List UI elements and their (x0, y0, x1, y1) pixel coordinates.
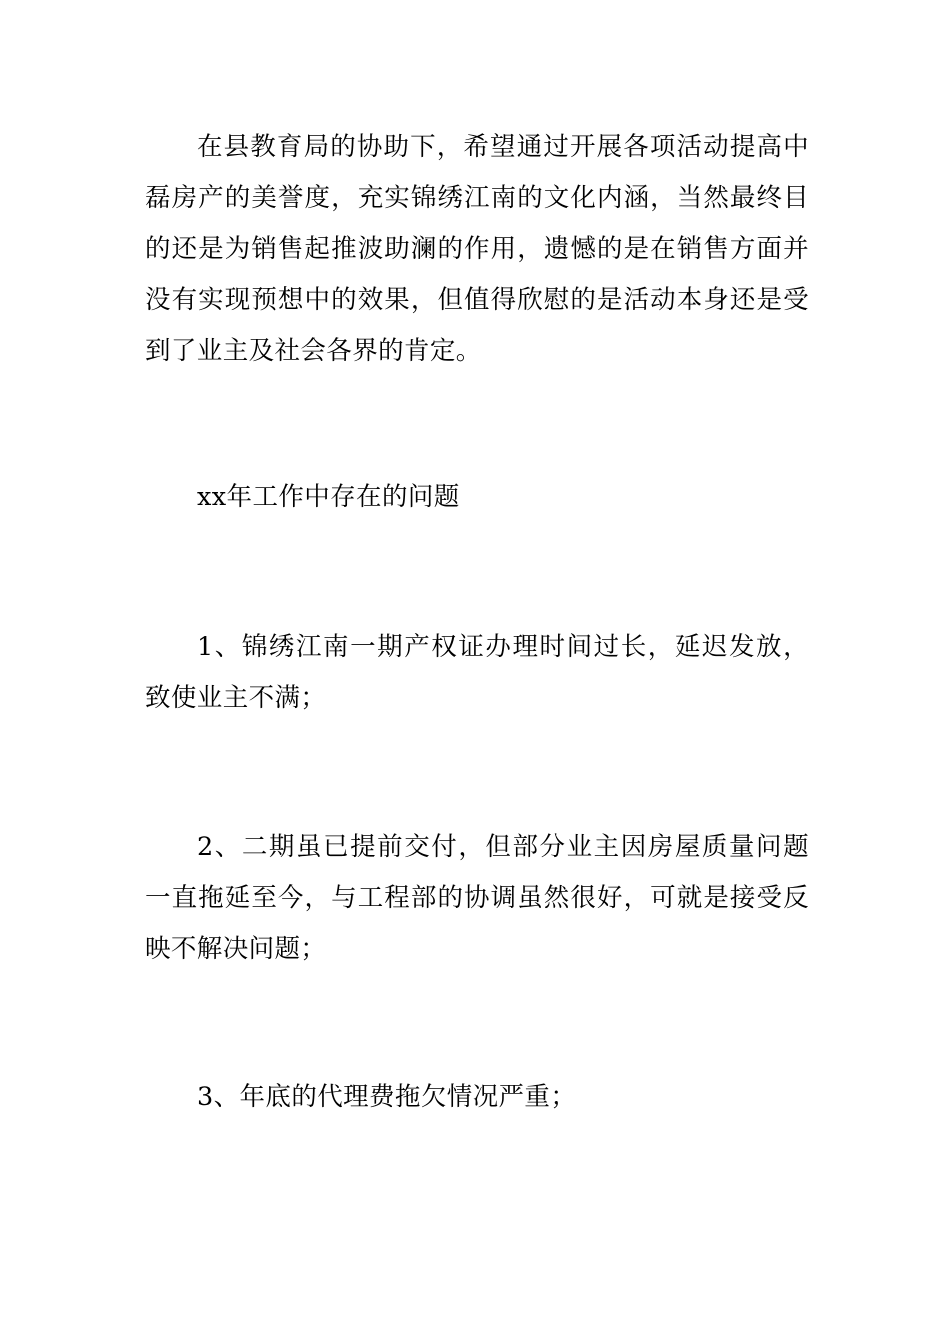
problem-item-3: 3、年底的代理费拖欠情况严重； (197, 1082, 577, 1112)
problem-item-1: 1、锦绣江南一期产权证办理时间过长，延迟发放，致使业主不满； (145, 632, 809, 713)
paragraph-activities-summary: 在县教育局的协助下，希望通过开展各项活动提高中磊房产的美誉度，充实锦绣江南的文化内涵，当然最终目的还是为销售起推波助澜的作用，遗憾的是在销售方面并没有实现预想中的效果，但值得欣慰的是活动本身还是受到了业主及社会各界的肯定。 (145, 132, 809, 366)
problem-item-2: 2、二期虽已提前交付，但部分业主因房屋质量问题一直拖延至今，与工程部的协调虽然很好，可就是接受反映不解决问题； (145, 832, 809, 964)
section-heading-problems: xx年工作中存在的问题 (197, 482, 460, 512)
